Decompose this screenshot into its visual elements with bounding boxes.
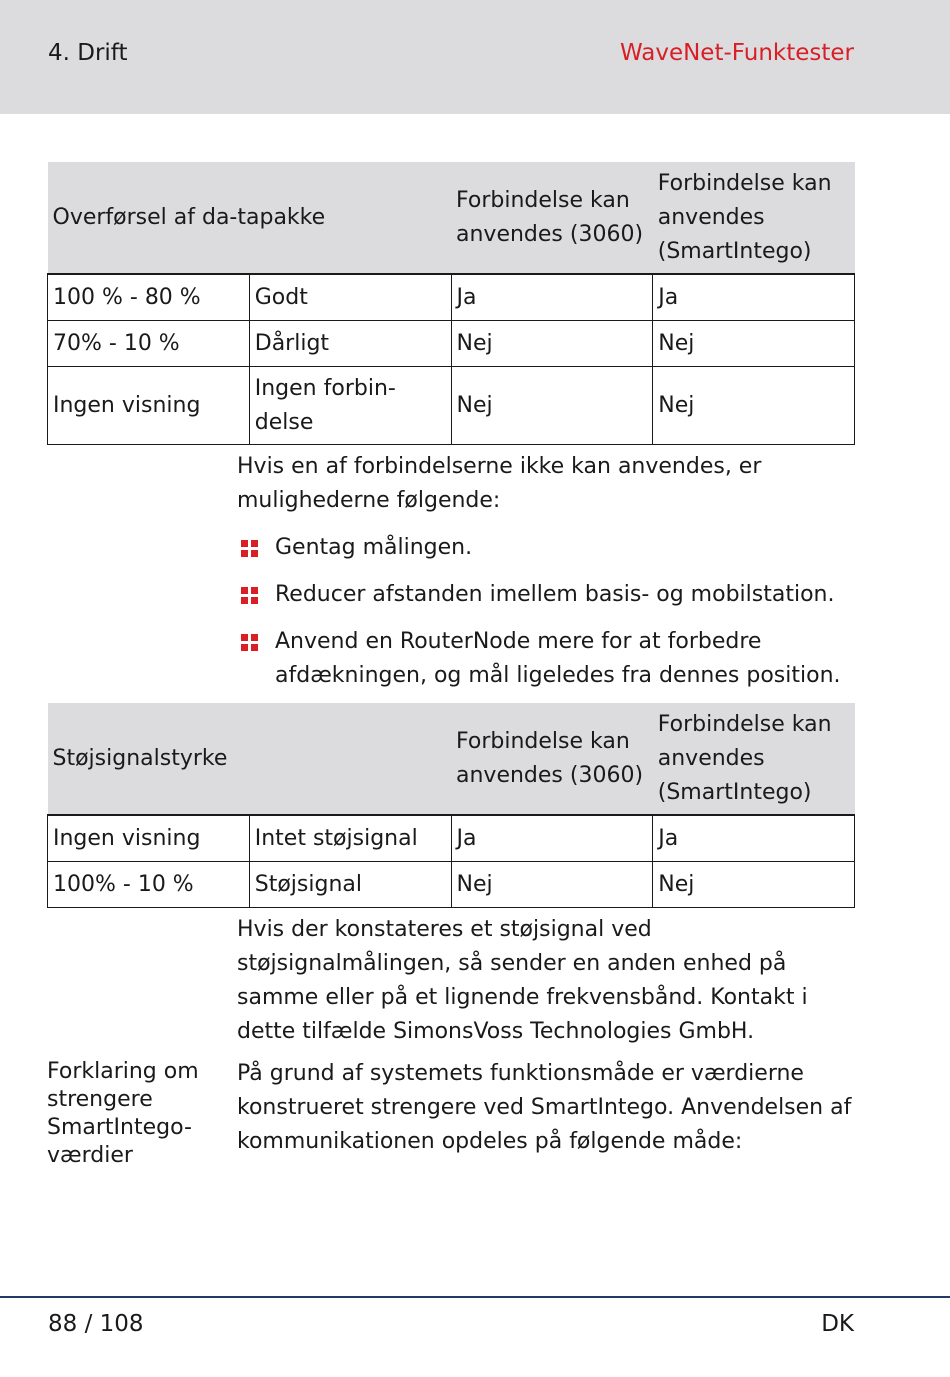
language-code: DK xyxy=(821,1311,854,1337)
table-cell: Nej xyxy=(653,321,855,367)
table-cell: Ingen visning xyxy=(48,815,250,862)
product-title: WaveNet-Funktester xyxy=(619,40,854,66)
table-cell: 100 % - 80 % xyxy=(48,274,250,321)
body-paragraph: Hvis en af forbindelserne ikke kan anvendes, er mulighederne følgende: xyxy=(237,454,762,513)
list-item-text: Reducer afstanden imellem basis- og mobilstation. xyxy=(275,582,835,607)
table-header-cell: Forbindelse kan anvendes (3060) xyxy=(451,162,653,274)
table-cell: Ja xyxy=(653,274,855,321)
table-cell: Ingen forbin-delse xyxy=(249,367,451,445)
table-cell: Nej xyxy=(451,321,653,367)
table-cell: Nej xyxy=(653,862,855,908)
table-row xyxy=(48,274,855,321)
table-cell: Nej xyxy=(451,367,653,445)
table-header-row xyxy=(48,703,855,815)
table-header-cell: Forbindelse kan anvendes (SmartIntego) xyxy=(653,703,855,815)
table-cell: Ingen visning xyxy=(48,367,250,445)
table-cell: Ja xyxy=(653,815,855,862)
table-header-cell: Forbindelse kan anvendes (3060) xyxy=(451,703,653,815)
noise-signal-table xyxy=(47,703,855,908)
margin-note: Forklaring om strengere SmartIntego-værdier xyxy=(47,1059,199,1168)
table-row xyxy=(48,815,855,862)
table-row xyxy=(48,862,855,908)
list-item xyxy=(241,625,861,693)
table-cell: Ja xyxy=(451,815,653,862)
table-row xyxy=(48,321,855,367)
footer-divider xyxy=(0,1296,950,1298)
table-cell: Nej xyxy=(451,862,653,908)
table-cell: 100% - 10 % xyxy=(48,862,250,908)
body-paragraph: På grund af systemets funktionsmåde er værdierne konstrueret strengere ved SmartIntego. Anvendelsen af kommunikationen opdeles på følgende måde: xyxy=(237,1061,852,1154)
table-header-row xyxy=(48,162,855,274)
data-packet-table xyxy=(47,162,855,445)
body-paragraph: Hvis der konstateres et støjsignal ved støjsignalmålingen, så sender en anden enhed på samme eller på et lignende frekvensbånd. Kontakt i dette tilfælde SimonsVoss Technologies GmbH. xyxy=(237,917,808,1044)
table-cell: Godt xyxy=(249,274,451,321)
bullet-icon xyxy=(241,634,259,652)
table-cell: Nej xyxy=(653,367,855,445)
bullet-icon xyxy=(241,587,259,605)
table-cell: 70% - 10 % xyxy=(48,321,250,367)
page-header xyxy=(0,0,950,114)
bullet-icon xyxy=(241,540,259,558)
table-header-cell: Støjsignalstyrke xyxy=(48,703,452,815)
table-row xyxy=(48,367,855,445)
list-item-text: Anvend en RouterNode mere for at forbedre afdækningen, og mål ligeledes fra dennes position. xyxy=(275,629,841,688)
table-cell: Støjsignal xyxy=(249,862,451,908)
table-cell: Dårligt xyxy=(249,321,451,367)
table-header-cell: Forbindelse kan anvendes (SmartIntego) xyxy=(653,162,855,274)
list-item xyxy=(241,578,861,612)
bullet-list xyxy=(241,531,861,706)
list-item-text: Gentag målingen. xyxy=(275,535,473,560)
list-item xyxy=(241,531,861,565)
table-cell: Ja xyxy=(451,274,653,321)
page-number: 88 / 108 xyxy=(48,1311,144,1337)
table-header-cell: Overførsel af da-tapakke xyxy=(48,162,452,274)
table-cell: Intet støjsignal xyxy=(249,815,451,862)
chapter-title: 4. Drift xyxy=(48,40,128,66)
